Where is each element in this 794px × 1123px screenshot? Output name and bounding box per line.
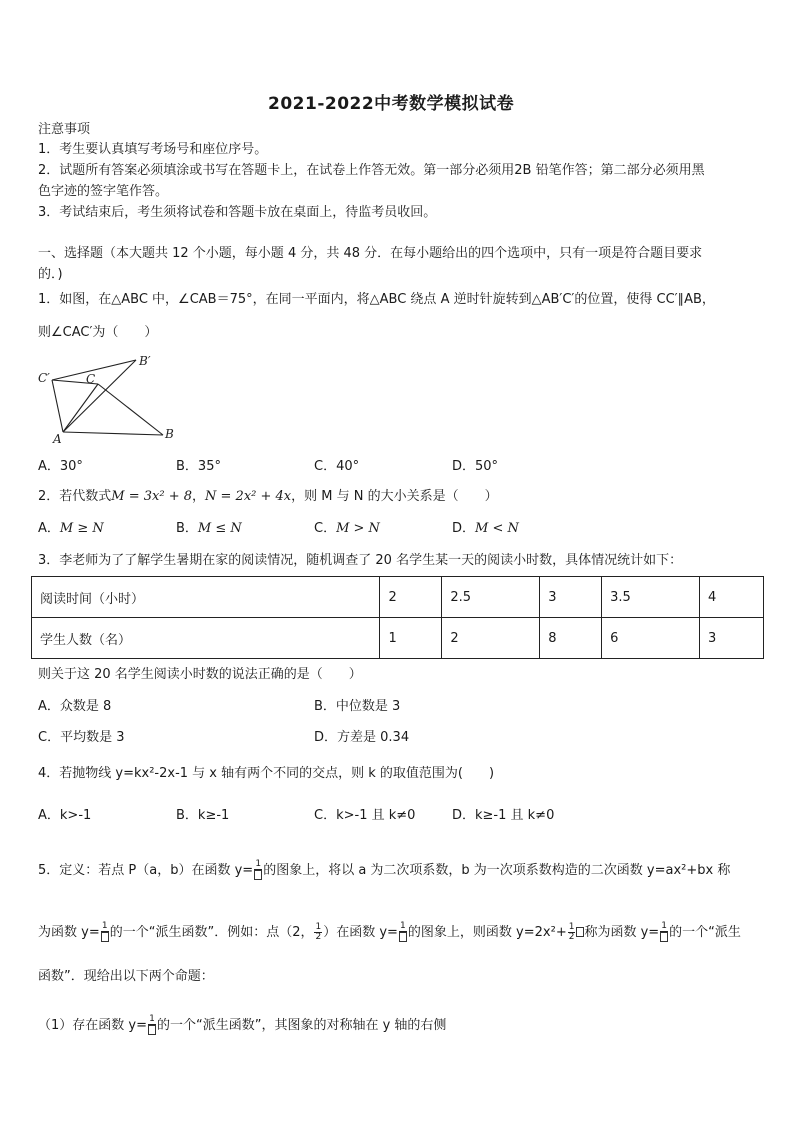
fraction-1-over-2: $\frac{1}{2}$ (568, 921, 575, 942)
q4-option-c: C．k>-1 且 k≠0 (314, 808, 416, 823)
table-cell: 3.5 (602, 577, 700, 618)
q2-option-a: A．M ≥ N (38, 521, 104, 536)
table-cell: 2 (380, 577, 442, 618)
table-row (32, 618, 764, 659)
q5-line-1: 5．定义：若点 P（a，b）在函数 y= 1 的图象上，将以 a 为二次项系数，b 为一次项系数构造的二次函数 y=ax²+bx 称 (38, 860, 730, 881)
q2-expr-n: N = 2x² + 4x (205, 489, 292, 504)
notice-item: 2．试题所有答案必须填涂或书写在答题卡上，在试卷上作答无效。第一部分必须用2B 铅笔作答；第二部分必须用黑 (38, 163, 705, 178)
fraction-1-over-x: 1 (101, 922, 109, 943)
q1-option-d: D．50° (452, 459, 499, 474)
notice-item: 1．考生要认真填写考场号和座位序号。 (38, 142, 268, 157)
fraction-1-over-x: 1 (660, 922, 668, 943)
label-b: B (165, 427, 174, 441)
q3-option-c: C．平均数是 3 (38, 730, 125, 745)
q1-option-c: C．40° (314, 459, 360, 474)
q5-line-2: 为函数 y= 1 的一个“派生函数”．例如：点（2， $\frac{1}{2}$ ）在函数 y= 1 的图象上，则函数 y=2x²+ $\frac{1}{2}$ 称为函数 y= 1 的一个“派生 (38, 921, 741, 942)
q1-option-a: A．30° (38, 459, 83, 474)
q1-option-b: B．35° (176, 459, 221, 474)
q3-option-d: D．方差是 0.34 (314, 730, 410, 745)
table-cell: 3 (540, 577, 602, 618)
q1-stem-cont: 则∠CAC′为（ ） (38, 325, 158, 340)
label-cprime: C′ (38, 371, 50, 385)
segment-a-b (63, 432, 163, 435)
notice-item: 色字迹的签字笔作答。 (38, 184, 169, 199)
page-title: 2021-2022中考数学模拟试卷 (268, 94, 515, 114)
table-row (32, 577, 764, 618)
q1-stem: 1．如图，在△ABC 中，∠CAB＝75°，在同一平面内，将△ABC 绕点 A 逆时针旋转到△AB′C′的位置，使得 CC′∥AB， (38, 292, 715, 307)
q2-prefix: 2．若代数式 (38, 489, 112, 504)
segment-a-c (63, 384, 98, 432)
label-a: A (53, 432, 62, 446)
table-cell: 4 (700, 577, 764, 618)
reading-table (31, 576, 764, 659)
q5-proposition-1: （1）存在函数 y= 1 的一个“派生函数”，其图象的对称轴在 y 轴的右侧 (38, 1015, 446, 1036)
q5-line-3: 函数”．现给出以下两个命题： (38, 969, 214, 984)
segment-cprime-a (52, 380, 63, 432)
q4-option-b: B．k≥-1 (176, 808, 230, 823)
q2-option-c: C．M > N (314, 521, 380, 536)
label-bprime: B′ (139, 354, 151, 368)
section-heading: 一、选择题（本大题共 12 个小题，每小题 4 分，共 48 分．在每小题给出的四个选项中，只有一项是符合题目要求 (38, 246, 703, 261)
segment-c-b (98, 384, 163, 435)
q2-expr-m: M = 3x² + 8 (111, 489, 192, 504)
fraction-1-over-x: 1 (148, 1015, 156, 1036)
q1-triangle-figure (36, 352, 186, 446)
q2-stem (38, 489, 498, 505)
table-cell: 阅读时间（小时） (32, 577, 380, 618)
table-cell: 2.5 (442, 577, 540, 618)
q2-suffix: ，则 M 与 N 的大小关系是（ ） (291, 489, 498, 504)
q2-option-d: D．M < N (452, 521, 519, 536)
table-cell: 1 (380, 618, 442, 659)
label-c: C (86, 372, 96, 386)
table-cell: 学生人数（名） (32, 618, 380, 659)
q3-option-b: B．中位数是 3 (314, 699, 401, 714)
notice-item: 3．考试结束后，考生须将试卷和答题卡放在桌面上，待监考员收回。 (38, 205, 437, 220)
q2-sep: ， (192, 489, 206, 504)
notice-heading: 注意事项 (38, 122, 91, 137)
fraction-1-over-x: 1 (254, 860, 262, 881)
q3-option-a: A．众数是 8 (38, 699, 112, 714)
table-cell: 3 (700, 618, 764, 659)
fraction-1-over-x: 1 (399, 922, 407, 943)
table-cell: 6 (602, 618, 700, 659)
q4-option-a: A．k>-1 (38, 808, 92, 823)
table-cell: 2 (442, 618, 540, 659)
q2-option-b: B．M ≤ N (176, 521, 242, 536)
table-cell: 8 (540, 618, 602, 659)
q4-stem: 4．若抛物线 y=kx²-2x-1 与 x 轴有两个不同的交点，则 k 的取值范围为( ) (38, 766, 495, 781)
q4-option-d: D．k≥-1 且 k≠0 (452, 808, 555, 823)
q3-question: 则关于这 20 名学生阅读小时数的说法正确的是（ ） (38, 667, 362, 682)
segment-a-bprime (63, 360, 136, 432)
fraction-1-over-2: $\frac{1}{2}$ (315, 921, 322, 942)
section-heading-cont: 的．) (38, 267, 63, 282)
q3-stem: 3．李老师为了了解学生暑期在家的阅读情况，随机调查了 20 名学生某一天的阅读小时数，具体情况统计如下： (38, 553, 683, 568)
